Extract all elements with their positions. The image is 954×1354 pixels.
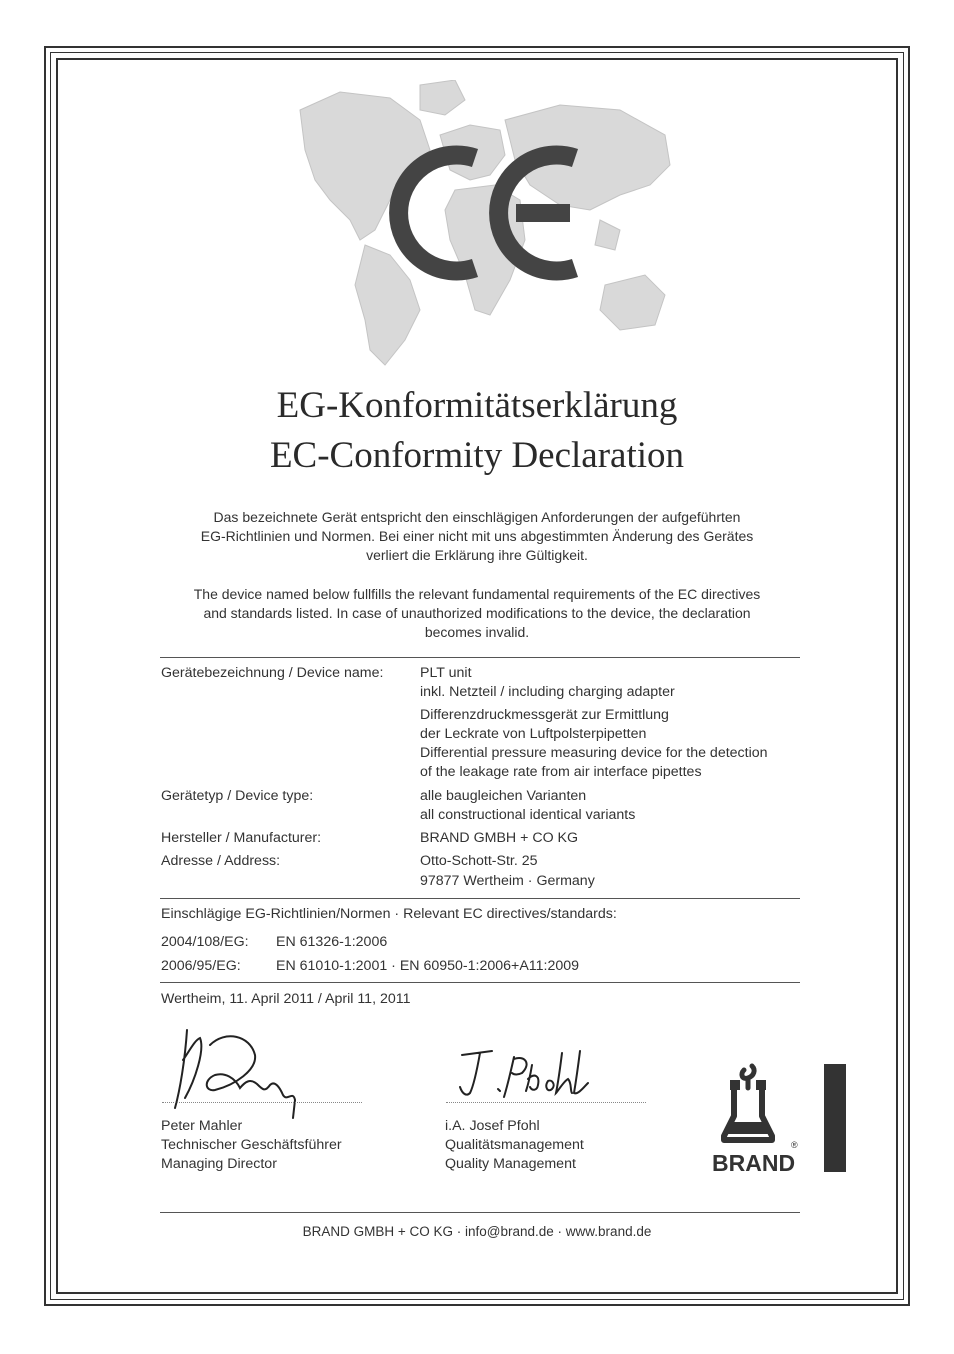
signatory-title: Qualitätsmanagement: [445, 1137, 584, 1153]
device-description: Differential pressure measuring device for the detection: [420, 745, 768, 761]
device-type-value: alle baugleichen Varianten: [420, 788, 587, 804]
directives-heading: Einschlägige EG-Richtlinien/Normen · Relevant EC directives/standards:: [161, 906, 617, 922]
directive-code: 2006/95/EG:: [161, 958, 241, 974]
footer-contact: BRAND GMBH + CO KG · info@brand.de · www.brand.de: [302, 1224, 652, 1239]
signatory-title: Quality Management: [445, 1156, 576, 1172]
device-type-value: all constructional identical variants: [420, 807, 636, 823]
manufacturer-value: BRAND GMBH + CO KG: [420, 830, 579, 846]
divider: [160, 982, 800, 983]
title-english: EC-Conformity Declaration: [269, 435, 685, 476]
directive-code: 2004/108/EG:: [161, 934, 249, 950]
address-value: 97877 Wertheim · Germany: [420, 873, 595, 889]
device-type-label: Gerätetyp / Device type:: [161, 788, 314, 804]
svg-text:®: ®: [791, 1140, 798, 1150]
address-label: Adresse / Address:: [161, 853, 281, 869]
device-description: Differenzdruckmessgerät zur Ermittlung: [420, 707, 669, 723]
signature-line: [162, 1102, 362, 1103]
device-name-label: Gerätebezeichnung / Device name:: [161, 665, 384, 681]
device-description: der Leckrate von Luftpolsterpipetten: [420, 726, 647, 742]
svg-text:BRAND: BRAND: [712, 1150, 796, 1174]
manufacturer-label: Hersteller / Manufacturer:: [161, 830, 322, 846]
intro-german: Das bezeichnete Gerät entspricht den einschlägigen Anforderungen der aufgeführten EG-Richtlinien und Normen. Bei einer nicht mit uns abgestimmten Änderung des Gerätes verliert die Erklärung ihre Gültigkeit.: [200, 509, 754, 563]
signatory-title: Managing Director: [161, 1156, 277, 1172]
divider: [160, 657, 800, 658]
signatory-name: Peter Mahler: [161, 1118, 243, 1134]
divider: [160, 898, 800, 899]
directive-standards: EN 61326-1:2006: [276, 934, 388, 950]
device-description: of the leakage rate from air interface pipettes: [420, 764, 702, 780]
world-map-ce-mark: [270, 80, 690, 380]
device-name-value: inkl. Netzteil / including charging adapter: [420, 684, 675, 700]
signature-line: [446, 1102, 646, 1103]
address-value: Otto-Schott-Str. 25: [420, 853, 538, 869]
title-german: EG-Konformitätserklärung: [276, 385, 678, 426]
brand-logo: [708, 1060, 848, 1174]
directive-standards: EN 61010-1:2001 · EN 60950-1:2006+A11:2009: [276, 958, 580, 974]
intro-english: The device named below fullfills the relevant fundamental requirements of the EC directives and standards listed. In case of unauthorized modifications to the device, the declaration becomes invalid.: [193, 586, 761, 640]
device-name-value: PLT unit: [420, 665, 472, 681]
signatory-title: Technischer Geschäftsführer: [161, 1137, 342, 1153]
divider: [160, 1212, 800, 1213]
place-date: Wertheim, 11. April 2011 / April 11, 2011: [161, 991, 411, 1007]
signature-josef-pfohl: [452, 1045, 602, 1105]
signature-peter-mahler: [165, 1020, 315, 1120]
signatory-name: i.A. Josef Pfohl: [445, 1118, 540, 1134]
